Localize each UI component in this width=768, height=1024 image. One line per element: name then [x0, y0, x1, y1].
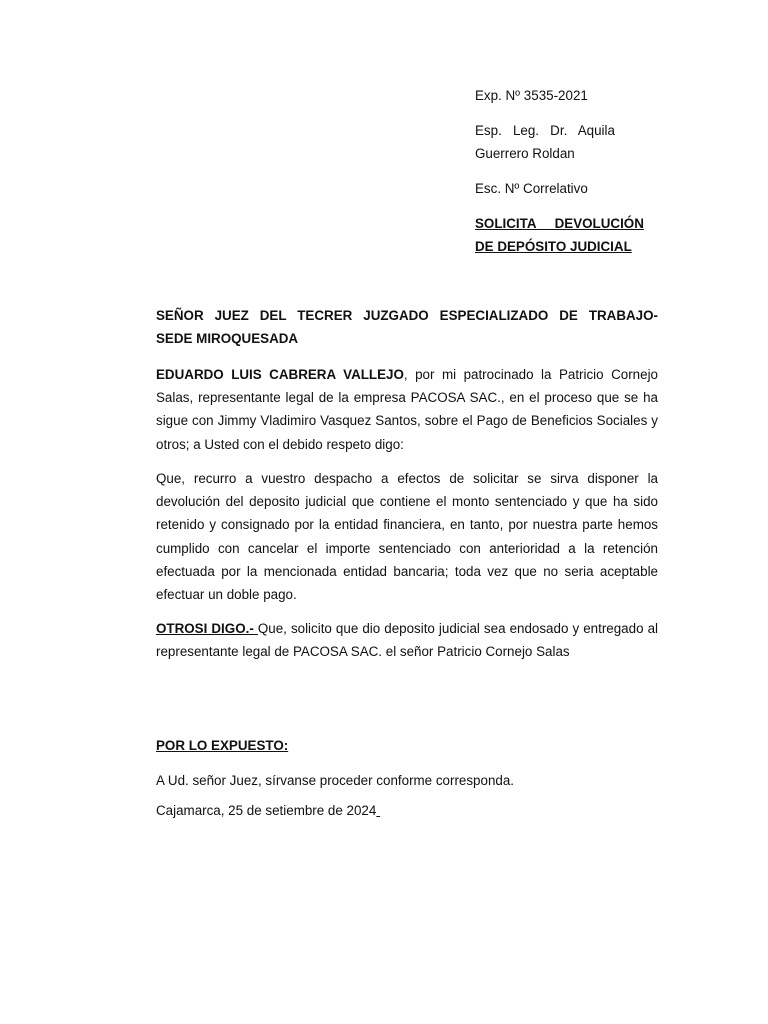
attorney-name: EDUARDO LUIS CABRERA VALLEJO	[156, 367, 404, 382]
subject-line-1: SOLICITA DEVOLUCIÓN	[475, 216, 644, 231]
place-date: Cajamarca, 25 de setiembre de 2024	[156, 803, 377, 818]
intro-paragraph	[156, 363, 658, 456]
subject-line-2: DE DEPÓSITO JUDICIAL	[475, 239, 632, 254]
addressee	[156, 304, 658, 350]
request-paragraph	[156, 467, 658, 606]
expediente-number: Exp. Nº 3535-2021	[475, 88, 588, 103]
otrosi-label: OTROSI DIGO.-	[156, 621, 258, 636]
case-header	[475, 84, 658, 258]
place-date-block	[156, 799, 658, 822]
especialista-line-1: Esp. Leg. Dr. Aquila	[475, 123, 615, 138]
addressee-line-2: SEDE MIROQUESADA	[156, 331, 299, 347]
closing-heading-block	[156, 734, 658, 757]
document-subject	[475, 212, 658, 258]
especialista-line-2: Guerrero Roldan	[475, 146, 575, 161]
closing-request-block	[156, 769, 658, 792]
addressee-line-1: SEÑOR JUEZ DEL TECRER JUZGADO ESPECIALIZADO DE TRABAJO-	[156, 308, 658, 323]
otrosi-text: Que, solicito que dio deposito judicial sea endosado y entregado al representante legal de PACOSA SAC. el señor Patricio Cornejo Salas	[156, 621, 658, 660]
especialista-block	[475, 119, 658, 165]
closing-request: A Ud. señor Juez, sírvanse proceder conforme corresponda.	[156, 773, 515, 788]
intro-text: , por mi patrocinado la Patricio Cornejo Salas, representante legal de la empresa PACOSA SAC., en el proceso que se ha sigue con Jimmy Vladimiro Vasquez Santos, sobre el Pago de Beneficios Sociales y otros; a Usted con el debido respeto digo:	[156, 367, 658, 452]
closing-heading: POR LO EXPUESTO:	[156, 738, 289, 753]
underline-mark	[376, 803, 380, 818]
request-text: Que, recurro a vuestro despacho a efectos de solicitar se sirva disponer la devolución del deposito judicial que contiene el monto sentenciado y que ha sido retenido y consignado por la entidad financiera, en tanto, por nuestra parte hemos cumplido con cancelar el importe sentenciado con anterioridad a la retención efectuada por la mencionada entidad bancaria; toda vez que no seria aceptable efectuar un doble pago.	[156, 471, 658, 603]
otrosi-paragraph	[156, 617, 658, 663]
escrito-number: Esc. Nº Correlativo	[475, 181, 588, 196]
